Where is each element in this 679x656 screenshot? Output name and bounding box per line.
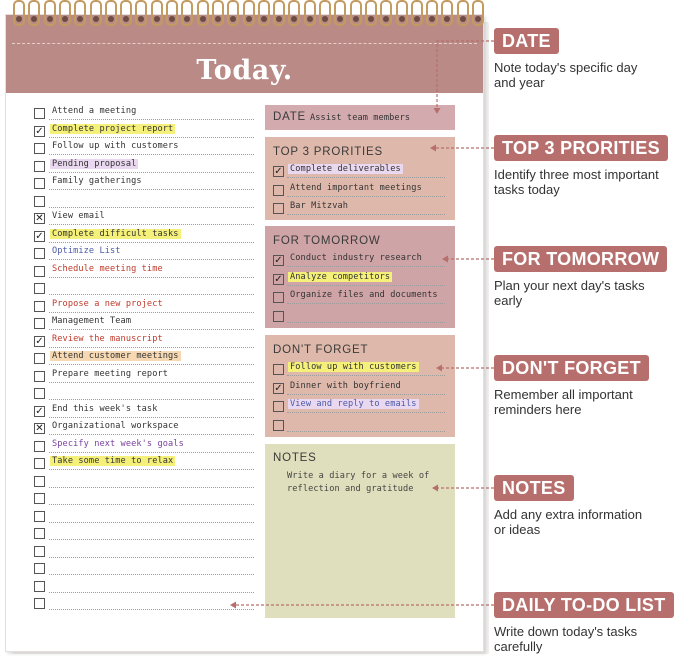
handwritten-text: Specify next week's goals	[52, 438, 184, 449]
callout-notes: NOTES	[494, 475, 574, 501]
tomorrow-box-heading: FOR TOMORROW	[273, 235, 381, 247]
handwritten-text: Attend a meeting	[52, 106, 137, 116]
arrow-head	[432, 485, 438, 492]
arrow-head	[430, 145, 436, 152]
checkbox[interactable]: ✓	[274, 255, 283, 266]
callout-daily-todo-desc-line: Write down today's tasks	[494, 624, 638, 639]
dont-forget-box-heading: DON'T FORGET	[273, 344, 369, 356]
callout-tomorrow-desc-line: early	[494, 293, 523, 308]
date-value: Assist team members	[310, 113, 411, 123]
callout-arrow-line	[437, 41, 494, 112]
callout-date-desc-line: Note today's specific day	[494, 60, 638, 75]
callout-dont-forget-desc-line: Remember all important	[494, 387, 633, 402]
handwritten-text: Pending proposal	[52, 158, 137, 169]
callout-notes-desc-line: Add any extra information	[494, 507, 643, 522]
arrow-head	[442, 256, 448, 263]
handwritten-text: Dinner with boyfriend	[290, 380, 401, 391]
callout-tomorrow: FOR TOMORROW	[494, 246, 667, 272]
checkbox[interactable]: ✓	[274, 273, 283, 285]
handwritten-text: Optimize List	[52, 246, 121, 256]
checkbox[interactable]: ✓	[35, 405, 44, 417]
callout-date-desc-line: and year	[494, 75, 545, 90]
handwritten-text: Schedule meeting time	[52, 263, 163, 274]
callout-dont-forget-desc-line: reminders here	[494, 402, 582, 417]
callout-priorities-desc-line: tasks today	[494, 182, 560, 197]
arrow-head	[436, 365, 442, 372]
handwritten-text: Management Team	[52, 316, 132, 326]
handwritten-text: Complete difficult tasks	[52, 228, 179, 239]
callout-daily-todo: DAILY TO-DO LIST	[494, 592, 674, 618]
handwritten-text: Organize files and documents	[290, 290, 438, 300]
handwritten-text: Propose a new project	[52, 298, 163, 309]
checkbox[interactable]: ✓	[274, 166, 283, 177]
checkbox[interactable]: ✕	[35, 423, 44, 434]
planner-title: Today.	[196, 55, 293, 86]
handwritten-text: Bar Mitzvah	[290, 201, 349, 211]
handwritten-text: Attend customer meetings	[52, 351, 179, 361]
date-label: DATE	[273, 111, 307, 123]
arrow-head	[434, 108, 441, 114]
handwritten-text: End this week's task	[52, 403, 158, 414]
notes-heading: NOTES	[273, 452, 317, 464]
checkbox[interactable]: ✓	[35, 335, 44, 347]
handwritten-text: Complete project report	[52, 123, 174, 134]
handwritten-text: Follow up with customers	[290, 362, 417, 372]
callout-daily-todo-desc-line: carefully	[494, 639, 543, 654]
handwritten-text: Analyze competitors	[290, 271, 391, 282]
handwritten-text: Organizational workspace	[52, 421, 179, 431]
arrow-head	[230, 602, 236, 609]
notes-text-line: reflection and gratitude	[287, 484, 414, 494]
priorities-box-heading: TOP 3 PRORITIES	[273, 146, 383, 158]
handwritten-text: View and reply to emails	[290, 399, 417, 409]
notes-text-line: Write a diary for a week of	[287, 471, 430, 481]
handwritten-text: Attend important meetings	[290, 182, 422, 193]
callout-dont-forget: DON'T FORGET	[494, 355, 649, 381]
checkbox[interactable]: ✓	[274, 382, 283, 394]
callout-tomorrow-desc-line: Plan your next day's tasks	[494, 278, 645, 293]
handwritten-text: Conduct industry research	[290, 253, 422, 263]
handwritten-text: Prepare meeting report	[52, 368, 169, 379]
handwritten-text: Follow up with customers	[52, 141, 179, 151]
checkbox[interactable]: ✓	[35, 230, 44, 242]
callout-date: DATE	[494, 28, 559, 54]
checkbox[interactable]: ✓	[35, 125, 44, 137]
callout-priorities: TOP 3 PRORITIES	[494, 135, 668, 161]
handwritten-text: View email	[52, 211, 105, 221]
handwritten-text: Family gatherings	[52, 176, 142, 186]
handwritten-text: Review the manuscript	[52, 333, 163, 344]
callout-notes-desc-line: or ideas	[494, 522, 541, 537]
handwritten-text: Complete deliverables	[290, 164, 401, 174]
callout-priorities-desc-line: Identify three most important	[494, 167, 659, 182]
checkbox[interactable]: ✕	[35, 213, 44, 224]
handwritten-text: Take some time to relax	[52, 456, 174, 466]
